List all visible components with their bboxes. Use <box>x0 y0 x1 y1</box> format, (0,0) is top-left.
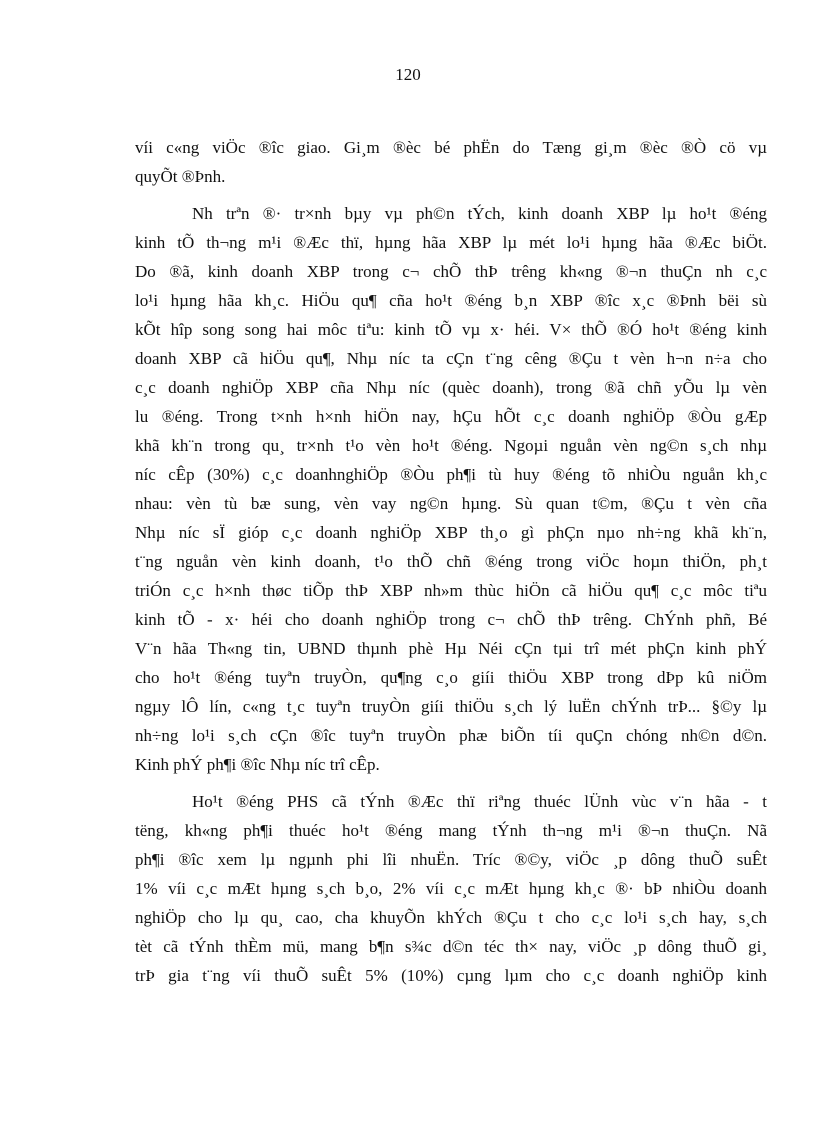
text-line: triÓn c¸c h×nh thøc tiÕp thÞ XBP nh»m thùc hiÖn cã hiÖu qu¶ c¸c môc tiªu <box>135 581 767 600</box>
text-line: lu ®éng. Trong t×nh h×nh hiÖn nay, hÇu hÕt c¸c doanh nghiÖp ®Òu gÆp <box>135 407 767 426</box>
text-line: lo¹i hµng hãa kh¸c. HiÖu qu¶ cña ho¹t ®éng b¸n XBP ®îc x¸c ®Þnh bëi sù <box>135 291 767 310</box>
paragraph-3 <box>135 787 767 990</box>
text-line: tèt cã tÝnh thÈm mü, mang b¶n s¾c d©n téc th× nay, viÖc ¸p dông thuÕ gi¸ <box>135 937 767 956</box>
text-line: Nh trªn ®· tr×nh bµy vµ ph©n tÝch, kinh doanh XBP lµ ho¹t ®éng <box>192 204 767 223</box>
text-line: níc cÊp (30%) c¸c doanhnghiÖp ®Òu ph¶i tù huy ®éng tõ nhiÒu nguån kh¸c <box>135 465 767 484</box>
text-line: nh÷ng lo¹i s¸ch cÇn ®îc tuyªn truyÒn phæ biÕn tíi quÇn chóng nh©n d©n. <box>135 726 767 745</box>
text-line: t¨ng nguån vèn kinh doanh, t¹o thÕ chñ ®éng trong viÖc hoµn thiÖn, ph¸t <box>135 552 767 571</box>
text-line: kinh tÕ th¬ng m¹i ®Æc thï, hµng hãa XBP lµ mét lo¹i hµng hãa ®Æc biÖt. <box>135 233 767 252</box>
text-line: nhau: vèn tù bæ sung, vèn vay ng©n hµng. Sù quan t©m, ®Çu t vèn cña <box>135 494 767 513</box>
text-line: cho ho¹t ®éng tuyªn truyÒn, qu¶ng c¸o giíi thiÖu XBP trong dÞp kû niÖm <box>135 668 767 687</box>
text-line: kinh tÕ - x· héi cho doanh nghiÖp trong c¬ chÕ thÞ trêng. ChÝnh phñ, Bé <box>135 610 767 629</box>
text-line: nghiÖp cho lµ qu¸ cao, cha khuyÕn khÝch ®Çu t cho c¸c lo¹i s¸ch hay, s¸ch <box>135 908 767 927</box>
text-line: ph¶i ®îc xem lµ ngµnh phi lîi nhuËn. Tríc ®©y, viÖc ¸p dông thuÕ suÊt <box>135 850 767 869</box>
text-line: trÞ gia t¨ng víi thuÕ suÊt 5% (10%) cµng lµm cho c¸c doanh nghiÖp kinh <box>135 966 767 985</box>
text-line: Do ®ã, kinh doanh XBP trong c¬ chÕ thÞ trêng kh«ng ®¬n thuÇn nh c¸c <box>135 262 767 281</box>
text-line: khã kh¨n trong qu¸ tr×nh t¹o vèn ho¹t ®éng. Ngoµi nguån vèn ng©n s¸ch nhµ <box>135 436 767 455</box>
text-line: kÕt hîp song song hai môc tiªu: kinh tÕ vµ x· héi. V× thÕ ®Ó ho¹t ®éng kinh <box>135 320 767 339</box>
text-line: c¸c doanh nghiÖp XBP cña Nhµ níc (quèc doanh), trong ®ã chñ yÕu lµ vèn <box>135 378 767 397</box>
text-line: V¨n hãa Th«ng tin, UBND thµnh phè Hµ Néi cÇn tµi trî mét phÇn kinh phÝ <box>135 639 767 658</box>
text-line: Kinh phÝ ph¶i ®îc Nhµ níc trî cÊp. <box>135 755 380 774</box>
text-line: ngµy lÔ lín, c«ng t¸c tuyªn truyÒn giíi thiÖu s¸ch lý luËn chÝnh trÞ... §©y lµ <box>135 697 767 716</box>
text-line: doanh XBP cã hiÖu qu¶, Nhµ níc ta cÇn t¨ng cêng ®Çu t vèn h¬n n÷a cho <box>135 349 767 368</box>
text-line: Ho¹t ®éng PHS cã tÝnh ®Æc thï riªng thuéc lÜnh vùc v¨n hãa - t <box>192 792 767 811</box>
paragraph-1 <box>135 133 767 191</box>
text-line: quyÕt ®Þnh. <box>135 167 226 186</box>
page-number: 120 <box>395 65 421 84</box>
text-line: Nhµ níc sÏ gióp c¸c doanh nghiÖp XBP th¸o gì phÇn nµo nh÷ng khã kh¨n, <box>135 523 767 542</box>
text-line: 1% víi c¸c mÆt hµng s¸ch b¸o, 2% víi c¸c mÆt hµng kh¸c ®· bÞ nhiÒu doanh <box>135 879 767 898</box>
body-text <box>135 133 767 990</box>
text-line: víi c«ng viÖc ®îc giao. Gi¸m ®èc bé phËn do Tæng gi¸m ®èc ®Ò cö vµ <box>135 138 767 157</box>
paragraph-2 <box>135 199 767 779</box>
text-line: tëng, kh«ng ph¶i thuéc ho¹t ®éng mang tÝnh th¬ng m¹i ®¬n thuÇn. Nã <box>135 821 767 840</box>
